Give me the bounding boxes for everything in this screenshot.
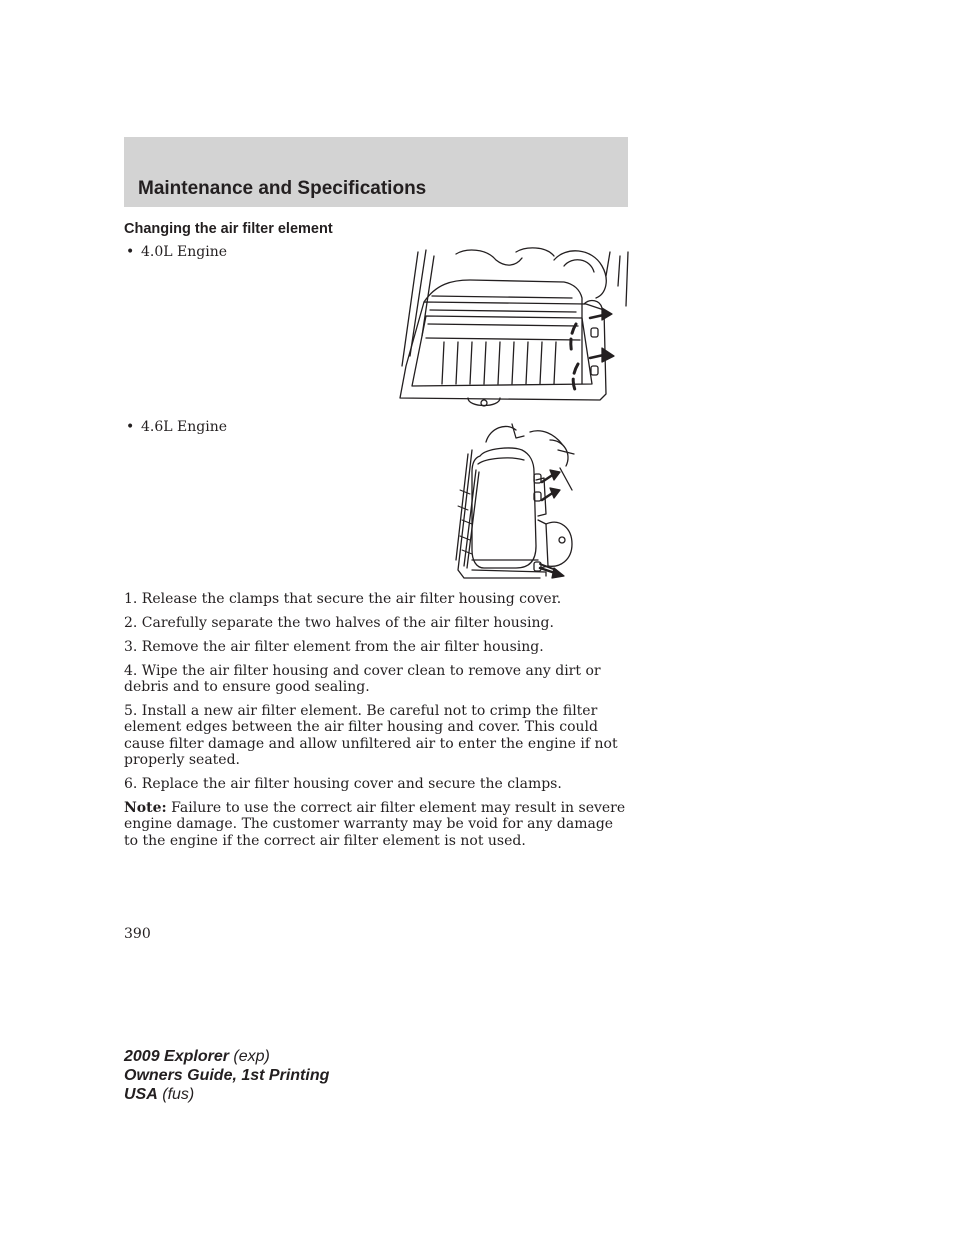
note-label: Note: <box>124 800 167 816</box>
step-5: 5. Install a new air filter element. Be careful not to crimp the filter element edges between the air filter housing and cover. This could cause filter damage and allow unfiltered air to enter the engine if not properly seated. <box>124 703 618 768</box>
bullet-label: 4.0L Engine <box>141 244 227 260</box>
footer-line-3 <box>124 1085 329 1104</box>
note-paragraph <box>124 800 629 849</box>
note-text: Failure to use the correct air filter element may result in severe engine damage. The customer warranty may be void for any damage to the engine if the correct air filter element is not used. <box>124 800 626 849</box>
page-header-title: Maintenance and Specifications <box>138 178 427 199</box>
footer-market: USA <box>124 1086 158 1103</box>
bullet-dot: • <box>126 419 135 435</box>
bullet-dot: • <box>126 244 135 260</box>
step-2: 2. Carefully separate the two halves of the air filter housing. <box>124 615 554 631</box>
step-1: 1. Release the clamps that secure the air filter housing cover. <box>124 591 562 607</box>
footer-market-code: (fus) <box>162 1086 195 1103</box>
step-4: 4. Wipe the air filter housing and cover clean to remove any dirt or debris and to ensure good sealing. <box>124 663 601 696</box>
footer-line-2 <box>124 1066 329 1085</box>
bullet-4-6l-engine <box>126 419 227 435</box>
footer-print-info <box>124 1047 329 1104</box>
footer-model: 2009 Explorer <box>124 1048 229 1065</box>
footer-line-1 <box>124 1047 329 1066</box>
air-filter-4-6l-illustration <box>450 420 580 582</box>
air-filter-4-0l-illustration <box>396 246 632 414</box>
footer-model-code: (exp) <box>233 1048 270 1065</box>
footer-guide-edition: Owners Guide, 1st Printing <box>124 1067 330 1084</box>
step-3: 3. Remove the air filter element from the air filter housing. <box>124 639 544 655</box>
bullet-label: 4.6L Engine <box>141 419 227 435</box>
bullet-4-0l-engine <box>126 244 227 260</box>
page-number: 390 <box>124 926 151 942</box>
section-title: Changing the air filter element <box>124 221 333 237</box>
step-6: 6. Replace the air filter housing cover and secure the clamps. <box>124 776 562 792</box>
